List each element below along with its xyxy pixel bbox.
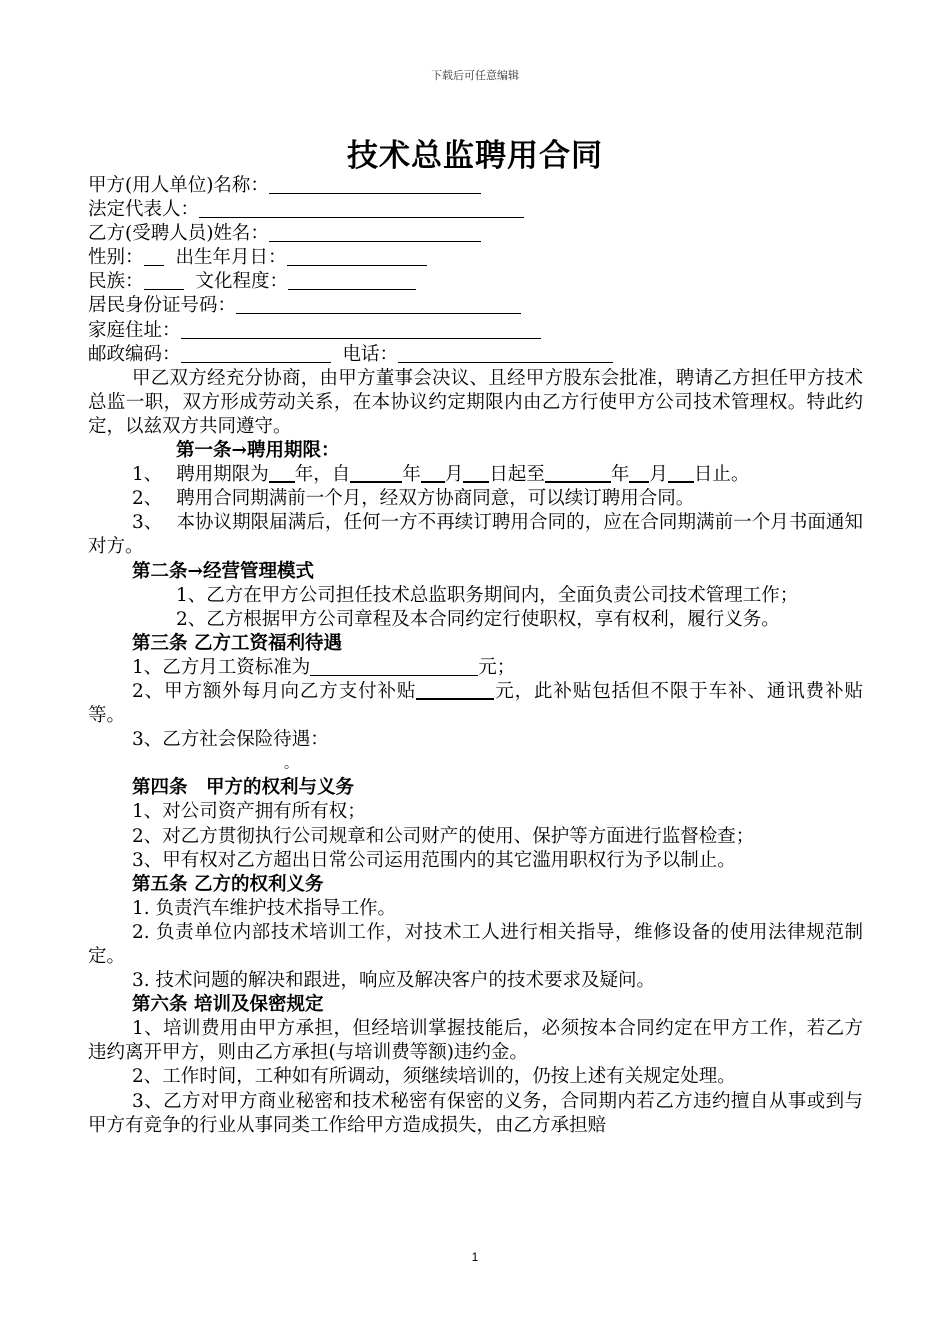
blank-line[interactable] — [421, 463, 445, 483]
article-6-item-3: 3、乙方对甲方商业秘密和技术秘密有保密的义务，合同期内若乙方违约擅自从事或到与甲方有竞争的行业从事同类工作给甲方造成损失，由乙方承担赔 — [88, 1090, 863, 1136]
article-5-item-2: 2. 负责单位内部技术培训工作，对技术工人进行相关指导，维修设备的使用法律规范制定。 — [88, 921, 863, 967]
page-number: 1 — [471, 1250, 479, 1264]
blank-line[interactable] — [181, 344, 331, 363]
field-id-number — [88, 294, 863, 318]
blank-line[interactable] — [144, 271, 184, 290]
item-text: 年 — [610, 464, 630, 486]
contract-body — [88, 174, 863, 1138]
item-text: 日起至 — [489, 464, 545, 486]
article-3-item-2 — [88, 680, 863, 728]
field-ethnicity-education — [88, 270, 863, 294]
item-text: 本协议期限届满后，任何一方不再续订聘用合同的，应在合同期满前一个月书面通知对方。 — [88, 512, 863, 558]
field-label: 乙方(受聘人员)姓名： — [88, 223, 269, 245]
item-text: 年，自 — [294, 464, 351, 486]
document-title: 技术总监聘用合同 — [347, 138, 603, 174]
article-5-item-1: 1. 负责汽车维护技术指导工作。 — [132, 897, 397, 919]
item-text: 聘用合同期满前一个月，经双方协商同意，可以续订聘用合同。 — [176, 488, 695, 510]
blank-line[interactable] — [668, 463, 694, 483]
blank-line[interactable] — [236, 295, 521, 314]
article-6-item-1: 1、培训费用由甲方承担，但经培训掌握技能后，必须按本合同约定在甲方工作，若乙方违约离开甲方，则由乙方承担(与培训费等额)违约金。 — [88, 1018, 863, 1064]
blank-line[interactable] — [199, 199, 524, 218]
item-number: 1、 — [132, 464, 163, 486]
article-5-item-3: 3. 技术问题的解决和跟进，响应及解决客户的技术要求及疑问。 — [132, 970, 656, 992]
field-label: 邮政编码： — [88, 343, 181, 365]
item-text: 元，此补贴包括但不限于车补、通讯费补贴等。 — [88, 680, 863, 727]
item-text: 1、乙方月工资标准为 — [132, 656, 311, 678]
field-postcode-phone — [88, 343, 863, 367]
article-4-heading: 第四条 甲方的权利与义务 — [132, 777, 355, 799]
page-header: 下载后可任意编辑 — [431, 69, 519, 82]
field-address — [88, 319, 863, 343]
article-1-heading: 第一条→聘用期限： — [176, 440, 340, 462]
field-label: 法定代表人： — [88, 199, 200, 221]
blank-line[interactable] — [288, 271, 416, 290]
field-party-a — [88, 174, 863, 198]
blank-line[interactable] — [269, 463, 295, 483]
blank-line[interactable] — [310, 657, 478, 676]
item-text: 月 — [444, 464, 464, 486]
field-gender-birth — [88, 246, 863, 270]
blank-line[interactable] — [350, 463, 402, 483]
field-label: 性别： — [88, 247, 144, 269]
blank-line[interactable] — [416, 680, 494, 700]
field-label: 居民身份证号码： — [88, 295, 237, 317]
article-2-heading: 第二条→经营管理模式 — [132, 560, 315, 582]
article-4-item-1: 1、对公司资产拥有所有权； — [132, 801, 366, 823]
item-text: 2、甲方额外每月向乙方支付补贴 — [132, 680, 417, 702]
blank-line[interactable] — [269, 175, 481, 194]
article-2-item-2: 2、乙方根据甲方公司章程及本合同约定行使职权，享有权利，履行义务。 — [176, 608, 780, 630]
field-legal-rep — [88, 198, 863, 222]
article-1-item-2 — [88, 487, 863, 511]
item-number: 2、 — [132, 488, 163, 510]
field-label: 家庭住址： — [88, 319, 181, 341]
article-3-heading: 第三条 乙方工资福利待遇 — [132, 632, 342, 654]
field-party-b — [88, 222, 863, 246]
article-2-item-1: 1、乙方在甲方公司担任技术总监职务期间内，全面负责公司技术管理工作； — [176, 584, 799, 606]
field-label: 甲方(用人单位)名称： — [88, 175, 269, 196]
field-label: 民族： — [88, 271, 144, 293]
item-text: 聘用期限为 — [176, 464, 269, 486]
dot-mark: 。 — [284, 756, 298, 773]
article-4-item-2: 2、对乙方贯彻执行公司规章和公司财产的使用、保护等方面进行监督检查； — [132, 825, 755, 847]
article-5-heading: 第五条 乙方的权利义务 — [132, 873, 324, 895]
article-3-item-3: 3、乙方社会保险待遇： — [132, 729, 329, 751]
article-6-item-2: 2、工作时间，工种如有所调动，须继续培训的，仍按上述有关规定处理。 — [132, 1066, 736, 1088]
article-1-item-1 — [88, 463, 863, 487]
item-text: 年 — [402, 464, 421, 486]
item-text: 月 — [649, 464, 668, 486]
intro-paragraph: 甲乙双方经充分协商，由甲方董事会决议、且经甲方股东会批准，聘请乙方担任甲方技术总监一职，双方形成劳动关系，在本协议约定期限内由乙方行使甲方公司技术管理权。特此约定，以兹双方共同遵守。 — [88, 367, 863, 437]
item-text: 元； — [478, 656, 516, 678]
field-label: 文化程度： — [195, 271, 289, 293]
blank-line[interactable] — [545, 463, 611, 483]
blank-line[interactable] — [463, 463, 489, 483]
blank-line[interactable] — [269, 223, 481, 242]
article-1-item-3 — [88, 511, 863, 559]
blank-line[interactable] — [144, 247, 164, 266]
article-3-item-1 — [88, 656, 863, 680]
blank-line[interactable] — [629, 463, 649, 483]
article-4-item-3: 3、甲有权对乙方超出日常公司运用范围内的其它滥用职权行为予以制止。 — [132, 849, 736, 871]
item-number: 3、 — [132, 512, 163, 534]
field-label: 出生年月日： — [175, 247, 287, 269]
article-6-heading: 第六条 培训及保密规定 — [132, 994, 324, 1016]
item-text: 日止。 — [693, 464, 750, 486]
blank-line[interactable] — [287, 247, 427, 266]
blank-line[interactable] — [181, 320, 541, 339]
field-label: 电话： — [342, 343, 399, 365]
blank-line[interactable] — [398, 344, 613, 363]
